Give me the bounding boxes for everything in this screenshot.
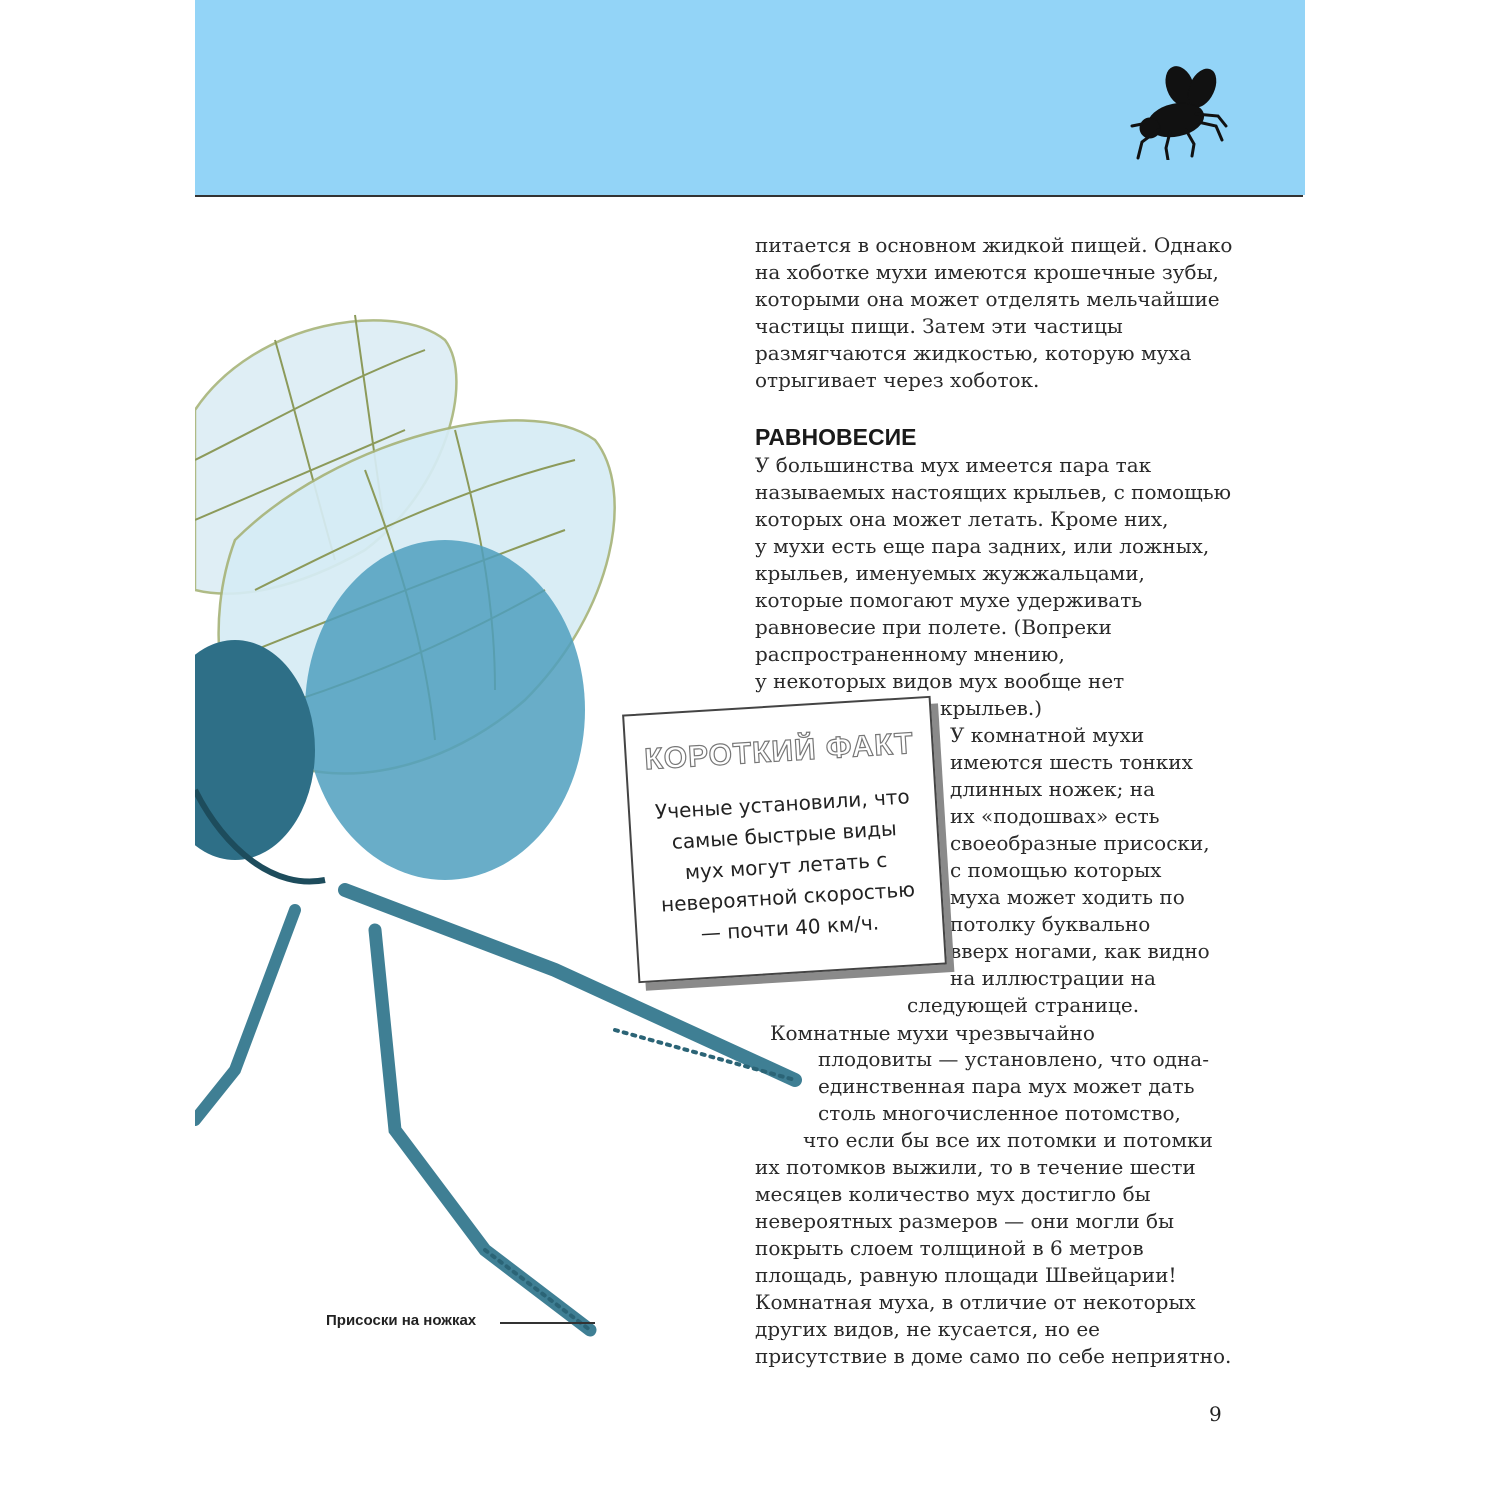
header-divider [195,195,1303,197]
fact-box-text: Ученые установили, что самые быстрые виды мух могут летать с невероятной скоростью — почти 40 км/ч. [654,784,916,946]
page-number: 9 [1209,1402,1222,1426]
paragraph-breed-line: что если бы все их потомки и потомки [803,1128,1213,1152]
fact-box [622,696,947,983]
caption-pointer-line [500,1322,595,1324]
paragraph-bottom: их потомков выжили, то в течение шести месяцев количество мух достигло бы невероятных размеров — они могли бы покрыть слоем толщиной в 6 метров площадь, равную площади Швейцарии! Комнатная муха, в отличие от некоторых других видов, не кусается, но ее присутствие в доме само по себе неприятно. [755,1155,1232,1368]
paragraph-legs: У комнатной мухи имеются шесть тонких длинных ножек; на их «подошвах» есть своеобразные присоски, с помощью которых муха может ходить по потолку буквально вверх ногами, как видно на иллюстрации на [950,723,1210,990]
paragraph-breed-start: Комнатные мухи чрезвычайно [770,1021,1095,1045]
illustration-caption: Присоски на ножках [326,1312,477,1329]
paragraph-legs-end: следующей странице. [907,993,1140,1017]
paragraph-wings-end: крыльев.) [940,696,1043,720]
fly-silhouette-icon [1128,64,1228,160]
fact-box-title: КОРОТКИЙ ФАКТ [643,726,915,777]
paragraph-breed-middle: плодовиты — установлено, что одна- единственная пара мух может дать столь многочисленное потомство, [818,1047,1209,1125]
section-heading: РАВНОВЕСИЕ [755,424,917,450]
paragraph-balance: У большинства мух имеется пара так называемых настоящих крыльев, с помощью которых она может летать. Кроме них, у мухи есть еще пара задних, или ложных, крыльев, именуемых жужжальцами, которые помогают мухе удерживать равновесие при полете. (Вопреки распространенному мнению, у некоторых видов мух вообще нет [755,453,1231,693]
paragraph-top: питается в основном жидкой пищей. Однако на хоботке мухи имеются крошечные зубы, которыми она может отделять мельчайшие частицы пищи. Затем эти частицы размягчаются жидкостью, которую муха отрыгивает через хоботок. [755,233,1233,392]
